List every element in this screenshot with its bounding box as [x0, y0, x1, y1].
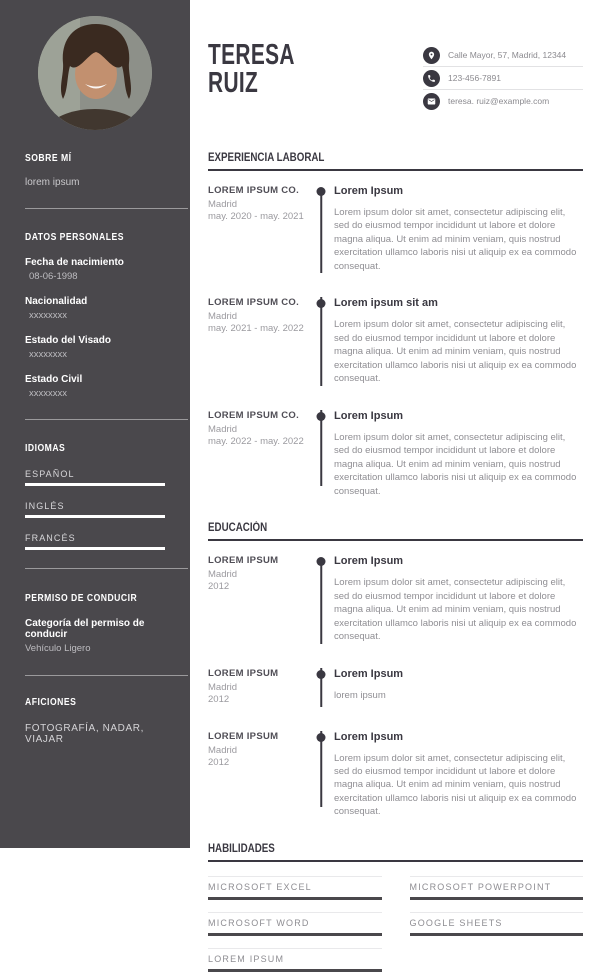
experience-heading-text: EXPERIENCIA LABORAL — [208, 152, 325, 164]
entry-location: Madrid — [208, 681, 238, 693]
entry-meta — [208, 410, 308, 498]
timeline — [308, 731, 334, 819]
skill-item — [410, 912, 584, 936]
skill-label: MICROSOFT POWERPOINT — [409, 881, 552, 892]
entry-description: lorem ipsum — [334, 689, 386, 701]
person-name — [208, 39, 323, 112]
entry-company: LOREM IPSUM CO. — [208, 409, 300, 421]
entry-location: Madrid — [208, 423, 238, 435]
language-label: ESPAÑOL — [25, 469, 75, 479]
timeline — [308, 668, 334, 707]
contact-row-email — [423, 90, 583, 112]
location-pin-icon — [423, 47, 440, 64]
skill-item — [208, 876, 382, 900]
experience-entry — [208, 185, 583, 297]
education-entry — [208, 668, 583, 731]
skills-heading-text: HABILIDADES — [208, 842, 275, 855]
contact-address: Calle Mayor, 57, Madrid, 12344 — [448, 50, 567, 60]
experience-heading — [208, 152, 583, 164]
personal-item-label: Estado del Visado — [25, 335, 111, 346]
experience-entry — [208, 297, 583, 409]
entry-location: Madrid — [208, 199, 238, 210]
education-entry — [208, 731, 583, 833]
driving-licence-value: Vehículo Ligero — [25, 643, 91, 654]
entry-body — [334, 185, 583, 273]
entry-title: Lorem Ipsum — [334, 185, 404, 197]
entry-dates: may. 2021 - may. 2022 — [208, 323, 304, 335]
language-label: INGLÉS — [25, 501, 65, 511]
contact-list — [423, 44, 583, 112]
entry-meta — [208, 555, 308, 643]
entry-title: Lorem ipsum sit am — [334, 297, 438, 310]
timeline — [308, 555, 334, 643]
sidebar — [0, 0, 190, 848]
entry-title: Lorem Ipsum — [334, 409, 404, 422]
entry-dates: 2012 — [208, 581, 230, 593]
skills-grid — [208, 864, 583, 972]
skill-item — [410, 876, 584, 900]
driving-licence-heading-text: PERMISO DE CONDUCIR — [25, 592, 138, 604]
personal-data-heading-text: DATOS PERSONALES — [25, 231, 124, 243]
timeline — [308, 185, 334, 273]
languages-heading-text: IDIOMAS — [25, 442, 66, 454]
personal-data-section — [25, 231, 165, 399]
driving-licence-label: Categoría del permiso de conducir — [25, 618, 145, 640]
timeline-line — [320, 190, 322, 273]
personal-item — [25, 257, 165, 282]
driving-licence-item — [25, 618, 165, 654]
education-entry — [208, 555, 583, 667]
education-section — [208, 522, 583, 833]
personal-item-label: Fecha de nacimiento — [25, 257, 124, 268]
languages-section — [25, 442, 165, 550]
about-text: lorem ipsum — [25, 177, 80, 188]
skills-section — [208, 843, 583, 972]
personal-item — [25, 296, 165, 321]
skill-label: GOOGLE SHEETS — [409, 917, 503, 928]
experience-section — [208, 152, 583, 512]
timeline-dot — [317, 299, 326, 308]
skill-item — [208, 912, 382, 936]
driving-licence-section — [25, 592, 165, 654]
contact-email: teresa. ruiz@example.com — [448, 96, 550, 106]
language-level-bar — [25, 483, 165, 486]
entry-dates: 2012 — [208, 693, 230, 705]
skill-item — [208, 948, 382, 972]
timeline — [308, 297, 334, 385]
heading-rule — [208, 860, 583, 862]
skill-level-bar — [208, 933, 382, 936]
entry-school: LOREM IPSUM — [208, 667, 279, 679]
entry-body — [334, 297, 583, 385]
skills-heading — [208, 843, 583, 855]
first-name: TERESA — [208, 39, 295, 71]
timeline-dot — [317, 412, 326, 421]
personal-item-value: xxxxxxxx — [29, 310, 67, 321]
entry-description: Lorem ipsum dolor sit amet, consectetur adipiscing elit, sed do eiusmod tempor incididunt ut labore et dolore magna aliqua. Ut enim ad minim veniam, quis nostrud exercitation ullamco laboris nisi ut aliquip ex ea commodo consequat. — [334, 752, 577, 818]
about-heading — [25, 152, 165, 164]
phone-icon — [423, 70, 440, 87]
sidebar-divider — [25, 208, 188, 209]
skill-label: LOREM IPSUM — [208, 953, 285, 964]
sidebar-divider — [25, 419, 188, 420]
timeline-dot — [317, 733, 326, 742]
personal-item — [25, 374, 165, 399]
entry-location: Madrid — [208, 744, 238, 756]
language-item — [25, 533, 165, 550]
personal-item-label: Estado Civil — [25, 374, 83, 385]
entry-location: Madrid — [208, 311, 238, 323]
timeline-line — [320, 297, 322, 385]
contact-phone: 123-456-7891 — [448, 73, 501, 83]
contact-row-phone — [423, 67, 583, 90]
entry-description: Lorem ipsum dolor sit amet, consectetur adipiscing elit, sed do eiusmod tempor incididunt ut labore et dolore magna aliqua. Ut enim ad minim veniam, quis nostrud exercitation ullamco laboris nisi ut aliquip ex ea commodo consequat. — [334, 207, 577, 272]
timeline-dot — [317, 557, 326, 566]
entry-body — [334, 731, 583, 819]
timeline-line — [320, 560, 322, 643]
entry-dates: may. 2020 - may. 2021 — [208, 211, 304, 222]
language-level-bar — [25, 515, 165, 518]
entry-meta — [208, 297, 308, 385]
about-section — [25, 152, 165, 188]
personal-item-label: Nacionalidad — [25, 296, 88, 307]
entry-body — [334, 410, 583, 498]
heading-rule — [208, 539, 583, 541]
skill-level-bar — [410, 897, 584, 900]
entry-meta — [208, 668, 308, 707]
entry-description: Lorem ipsum dolor sit amet, consectetur adipiscing elit, sed do eiusmod tempor incididunt ut labore et dolore magna aliqua. Ut enim ad minim veniam, quis nostrud exercitation ullamco laboris nisi ut aliquip ex ea commodo consequat. — [334, 577, 577, 643]
entry-title: Lorem Ipsum — [334, 667, 404, 680]
experience-entries — [208, 185, 583, 512]
experience-entry — [208, 410, 583, 512]
education-heading-text: EDUCACIÓN — [208, 522, 268, 535]
timeline-dot — [317, 187, 326, 196]
entry-meta — [208, 185, 308, 273]
personal-data-heading — [25, 231, 165, 243]
timeline-dot — [317, 670, 326, 679]
timeline-line — [320, 731, 322, 807]
entry-dates: may. 2022 - may. 2022 — [208, 435, 304, 447]
entry-body — [334, 555, 583, 643]
contact-row-address — [423, 44, 583, 67]
entry-school: LOREM IPSUM — [208, 730, 279, 742]
language-label: FRANCÉS — [25, 533, 76, 543]
sidebar-divider — [25, 675, 188, 676]
timeline-line — [320, 410, 322, 486]
entry-school: LOREM IPSUM — [208, 555, 279, 567]
heading-rule — [208, 169, 583, 171]
entry-dates: 2012 — [208, 756, 230, 768]
entry-description: Lorem ipsum dolor sit amet, consectetur adipiscing elit, sed do eiusmod tempor incididunt ut labore et dolore magna aliqua. Ut enim ad minim veniam, quis nostrud exercitation ullamco laboris nisi ut aliquip ex ea commodo consequat. — [334, 319, 577, 385]
sidebar-divider — [25, 568, 188, 569]
skill-level-bar — [208, 969, 382, 972]
personal-item-value: 08-06-1998 — [29, 271, 78, 282]
email-icon — [423, 93, 440, 110]
entry-body — [334, 668, 583, 707]
entry-company: LOREM IPSUM CO. — [208, 297, 300, 309]
skill-level-bar — [208, 897, 382, 900]
entry-description: Lorem ipsum dolor sit amet, consectetur adipiscing elit, sed do eiusmod tempor incididunt ut labore et dolore magna aliqua. Ut enim ad minim veniam, quis nostrud exercitation ullamco laboris nisi ut aliquip ex ea commodo consequat. — [334, 431, 577, 497]
language-item — [25, 501, 165, 518]
hobbies-section — [25, 696, 165, 745]
profile-photo-placeholder — [38, 16, 152, 130]
header — [208, 40, 583, 112]
personal-item — [25, 335, 165, 360]
last-name: RUIZ — [208, 66, 259, 99]
education-heading — [208, 522, 583, 534]
entry-title: Lorem Ipsum — [334, 730, 404, 743]
entry-company: LOREM IPSUM CO. — [208, 185, 300, 196]
skill-level-bar — [410, 933, 584, 936]
driving-licence-heading — [25, 592, 165, 604]
language-level-bar — [25, 547, 165, 550]
hobbies-text: FOTOGRAFÍA, NADAR, VIAJAR — [25, 723, 144, 745]
skill-label: MICROSOFT WORD — [208, 917, 310, 928]
about-heading-text: SOBRE MÍ — [25, 152, 72, 164]
hobbies-heading — [25, 696, 165, 708]
entry-title: Lorem Ipsum — [334, 555, 404, 568]
languages-heading — [25, 442, 165, 454]
education-entries — [208, 555, 583, 833]
skill-label: MICROSOFT EXCEL — [208, 881, 312, 892]
main-content — [190, 0, 600, 972]
profile-photo — [38, 16, 152, 130]
entry-location: Madrid — [208, 569, 238, 581]
language-item — [25, 469, 165, 486]
timeline — [308, 410, 334, 498]
hobbies-heading-text: AFICIONES — [25, 696, 77, 708]
entry-meta — [208, 731, 308, 819]
personal-item-value: xxxxxxxx — [29, 349, 67, 360]
personal-item-value: xxxxxxxx — [29, 388, 67, 399]
